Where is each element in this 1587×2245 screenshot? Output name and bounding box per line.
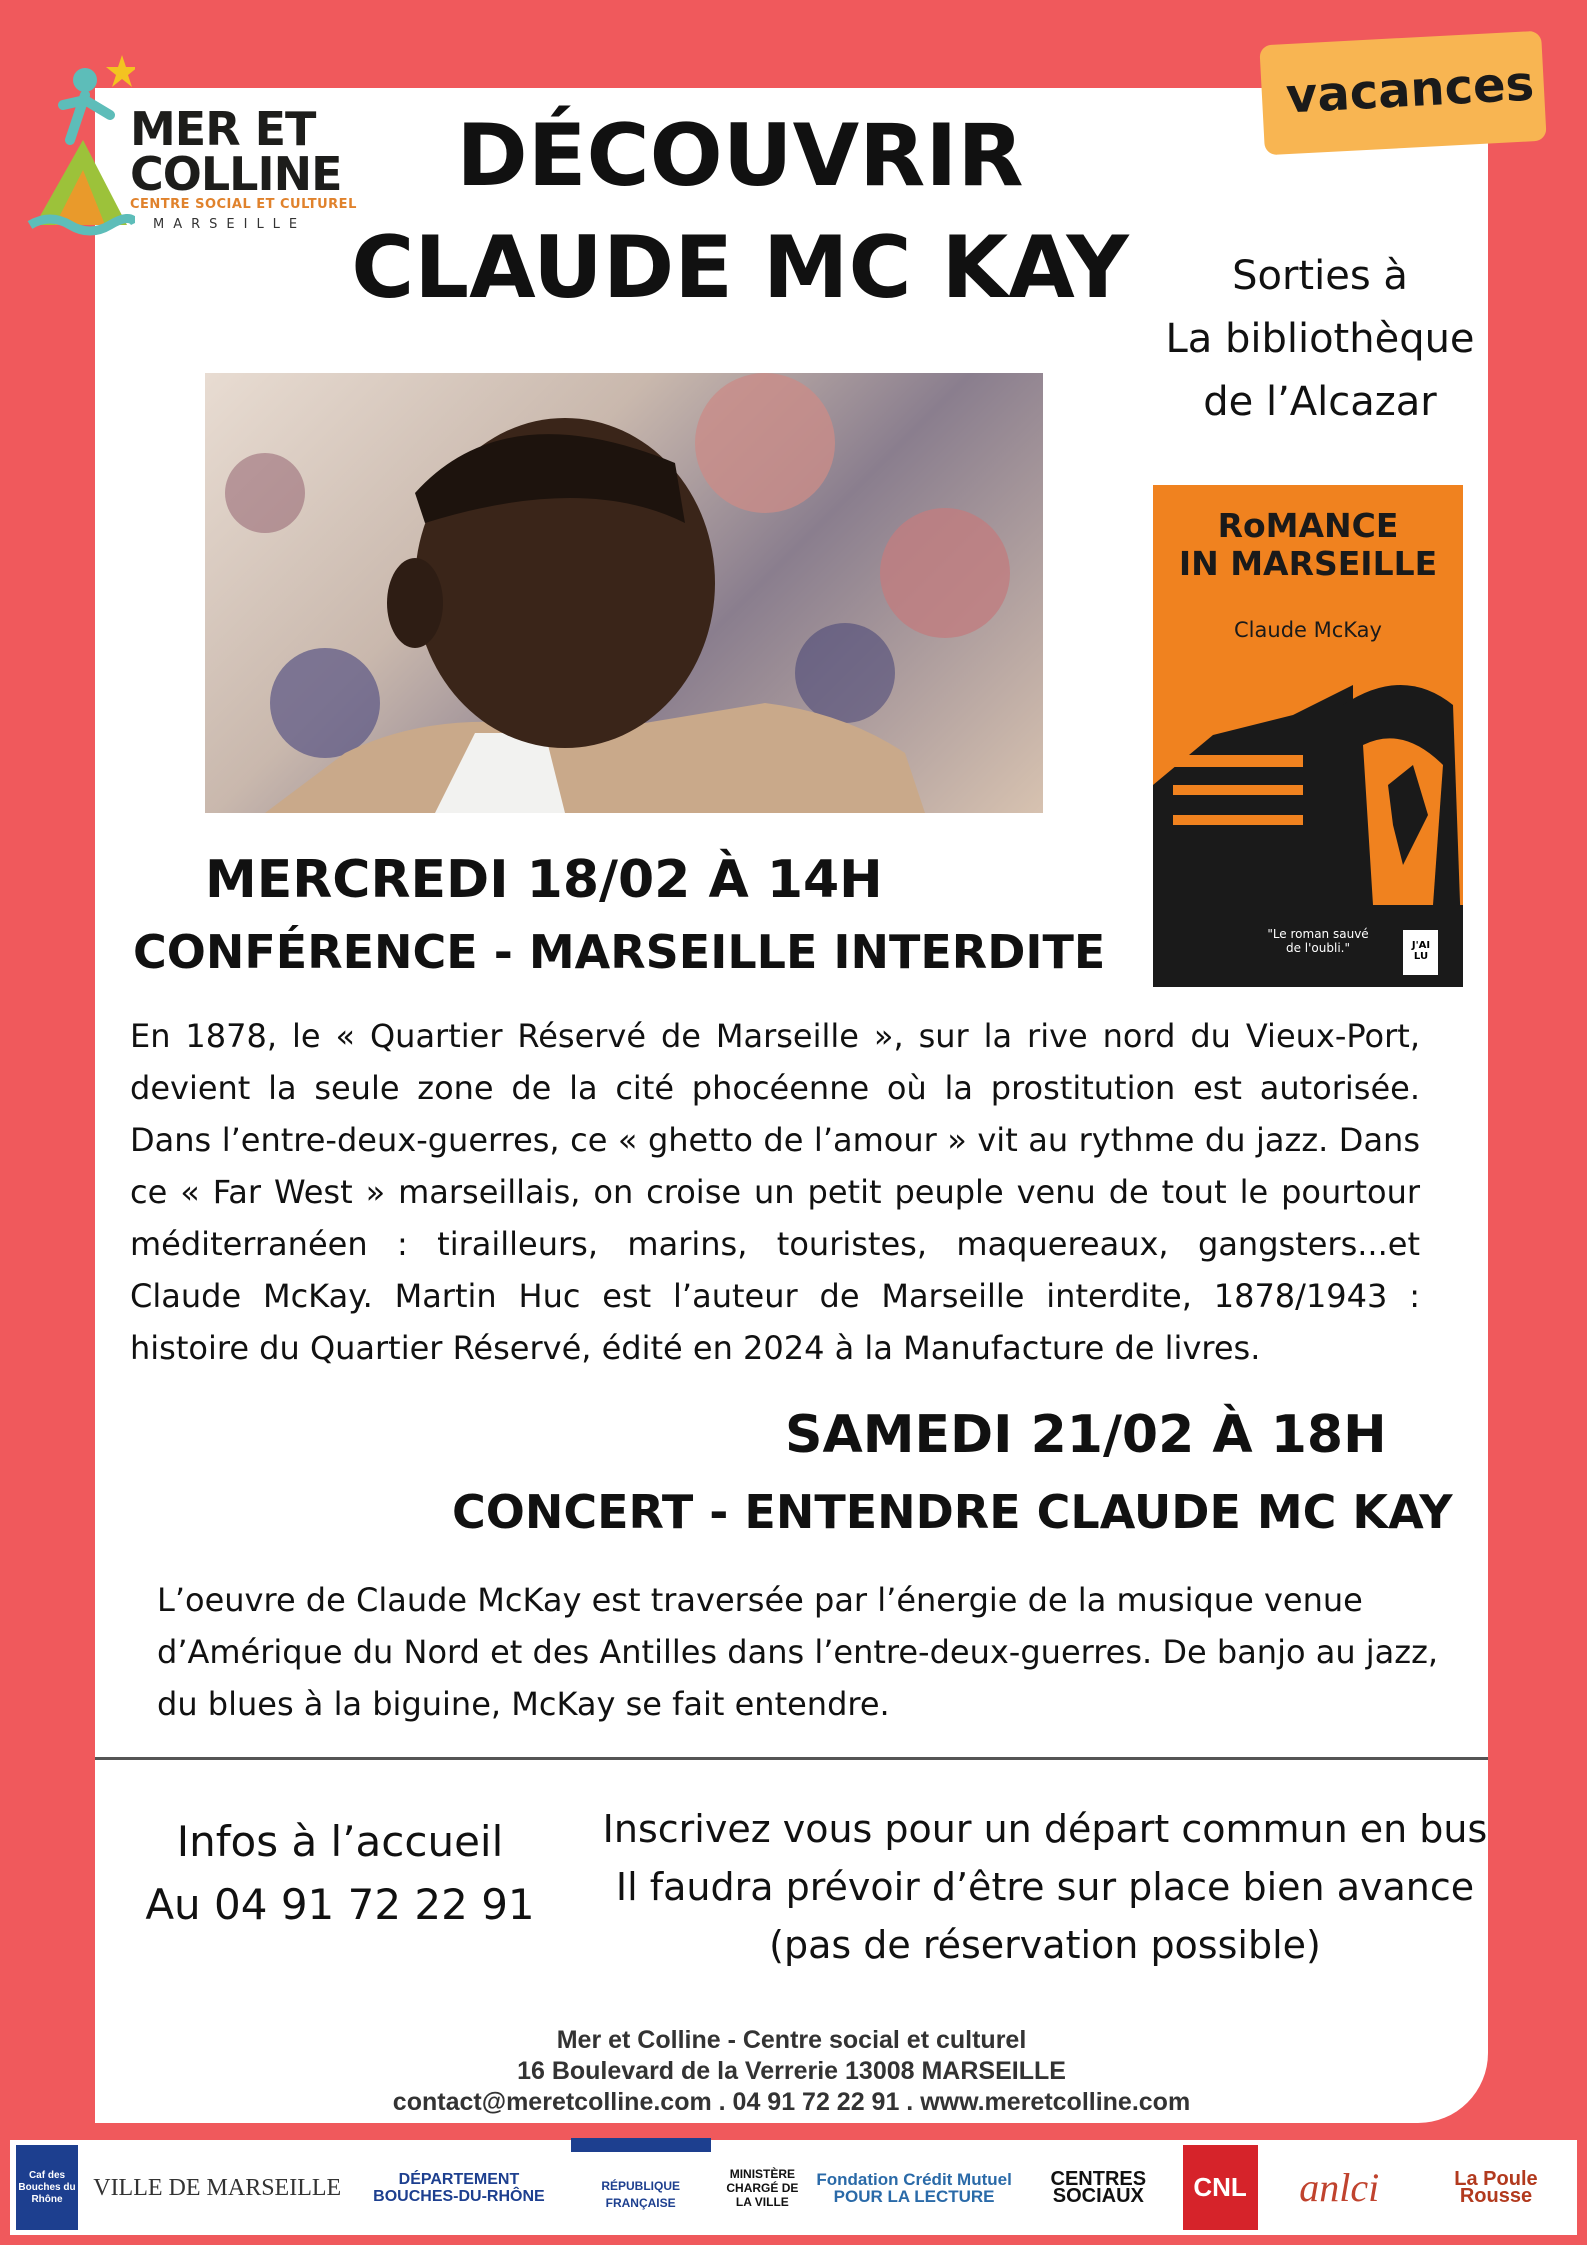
partner-logo-ministere: MINISTÈRE CHARGÉ DE LA VILLE xyxy=(726,2166,799,2209)
sorties-line-2: La bibliothèque xyxy=(1165,316,1475,362)
event1-description: En 1878, le « Quartier Réservé de Marseille », sur la rive nord du Vieux-Port, devient la seule zone de la cité phocéenne où la prostitution est autorisée. Dans l’entre-deux-guerres, ce « ghetto de l’amour » vit au rythme du jazz. Dans ce « Far West » marseillais, on croise un petit peuple venu de tout le pourtour méditerranéen : tirailleurs, marins, touristes, maquereaux, gangsters...et Claude McKay. Martin Huc est l’auteur de Marseille interdite, 1878/1943 : histoire du Quartier Réservé, édité en 2024 à la Manufacture de livres. xyxy=(130,1017,1420,1367)
partner-logo-anlci: anlci xyxy=(1299,2165,1380,2210)
book-publisher: J'AI LU xyxy=(1411,940,1431,962)
partner-logos xyxy=(10,2140,1577,2235)
infos-phone: Au 04 91 72 22 91 xyxy=(145,1880,535,1929)
logo-city: MARSEILLE xyxy=(153,217,307,232)
logo-figure-icon xyxy=(25,45,135,245)
book-title-line-2: IN MARSEILLE xyxy=(1178,544,1438,583)
portrait-photo xyxy=(205,373,1043,813)
event2-title: CONCERT - ENTENDRE CLAUDE MC KAY xyxy=(452,1485,1453,1539)
vacances-tag: vacances xyxy=(1284,55,1536,125)
footer-contact-links[interactable]: contact@meretcolline.com . 04 91 72 22 91 . www.meretcolline.com xyxy=(392,2088,1191,2116)
logo-subtitle: CENTRE SOCIAL ET CULTUREL xyxy=(130,197,357,212)
event1-title: CONFÉRENCE - MARSEILLE INTERDITE xyxy=(133,925,1106,979)
event2-date: SAMEDI 21/02 À 18H xyxy=(785,1405,1387,1465)
partner-logo-cnl: CNL xyxy=(1183,2145,1258,2230)
book-title-line-1: RoMANCE xyxy=(1217,506,1399,545)
logo-name: MER ET COLLINE xyxy=(130,102,342,201)
divider xyxy=(95,1757,1488,1760)
page-title xyxy=(330,100,1150,324)
partner-logo-caf: Caf des Bouches du Rhône xyxy=(16,2145,78,2230)
event2-description: L’oeuvre de Claude McKay est traversée par l’énergie de la musique venue d’Amérique du Nord et des Antilles dans l’entre-deux-guerres. De banjo au jazz, du blues à la biguine, McKay se fait entendre. xyxy=(157,1581,1439,1723)
title-line-2: CLAUDE MC KAY xyxy=(351,218,1129,318)
footer-address: 16 Boulevard de la Verrerie 13008 MARSEILLE xyxy=(517,2057,1066,2085)
mer-et-colline-logo xyxy=(25,45,365,245)
book-cover xyxy=(1153,485,1463,987)
partner-logo-centres-sociaux: CENTRES SOCIAUX xyxy=(1050,2167,1147,2207)
partner-logo-republique: RÉPUBLIQUE FRANÇAISE xyxy=(571,2138,711,2237)
book-illustration xyxy=(1153,485,1463,987)
inscription-line-1: Inscrivez vous pour un départ commun en bus xyxy=(602,1807,1488,1851)
book-quote: "Le roman sauvé de l'oubli." xyxy=(1267,927,1369,955)
partner-logo-fondation: Fondation Crédit Mutuel POUR LA LECTURE xyxy=(816,2169,1012,2206)
infos-block xyxy=(140,1810,540,1936)
partner-logo-departement: DÉPARTEMENT BOUCHES-DU-RHÔNE xyxy=(373,2170,545,2205)
inscription-line-2: Il faudra prévoir d’être sur place bien avance xyxy=(615,1865,1475,1909)
sorties-text xyxy=(1135,245,1505,434)
sorties-line-1: Sorties à xyxy=(1232,253,1408,299)
book-author: Claude McKay xyxy=(1234,618,1382,642)
inscription-line-3: (pas de réservation possible) xyxy=(769,1923,1321,1967)
footer-line-1: Mer et Colline - Centre social et culturel xyxy=(556,2026,1027,2054)
partner-logo-ville-marseille: VILLE DE MARSEILLE xyxy=(93,2174,342,2201)
partner-logo-poule-rousse: La Poule Rousse xyxy=(1454,2167,1538,2207)
footer-contact xyxy=(95,2025,1488,2118)
event1-date: MERCREDI 18/02 À 14H xyxy=(205,850,883,910)
sorties-line-3: de l’Alcazar xyxy=(1203,379,1437,425)
infos-line-1: Infos à l’accueil xyxy=(176,1817,504,1866)
inscription-block xyxy=(600,1800,1490,1974)
title-line-1: DÉCOUVRIR xyxy=(456,106,1024,206)
portrait-illustration xyxy=(205,373,1043,813)
